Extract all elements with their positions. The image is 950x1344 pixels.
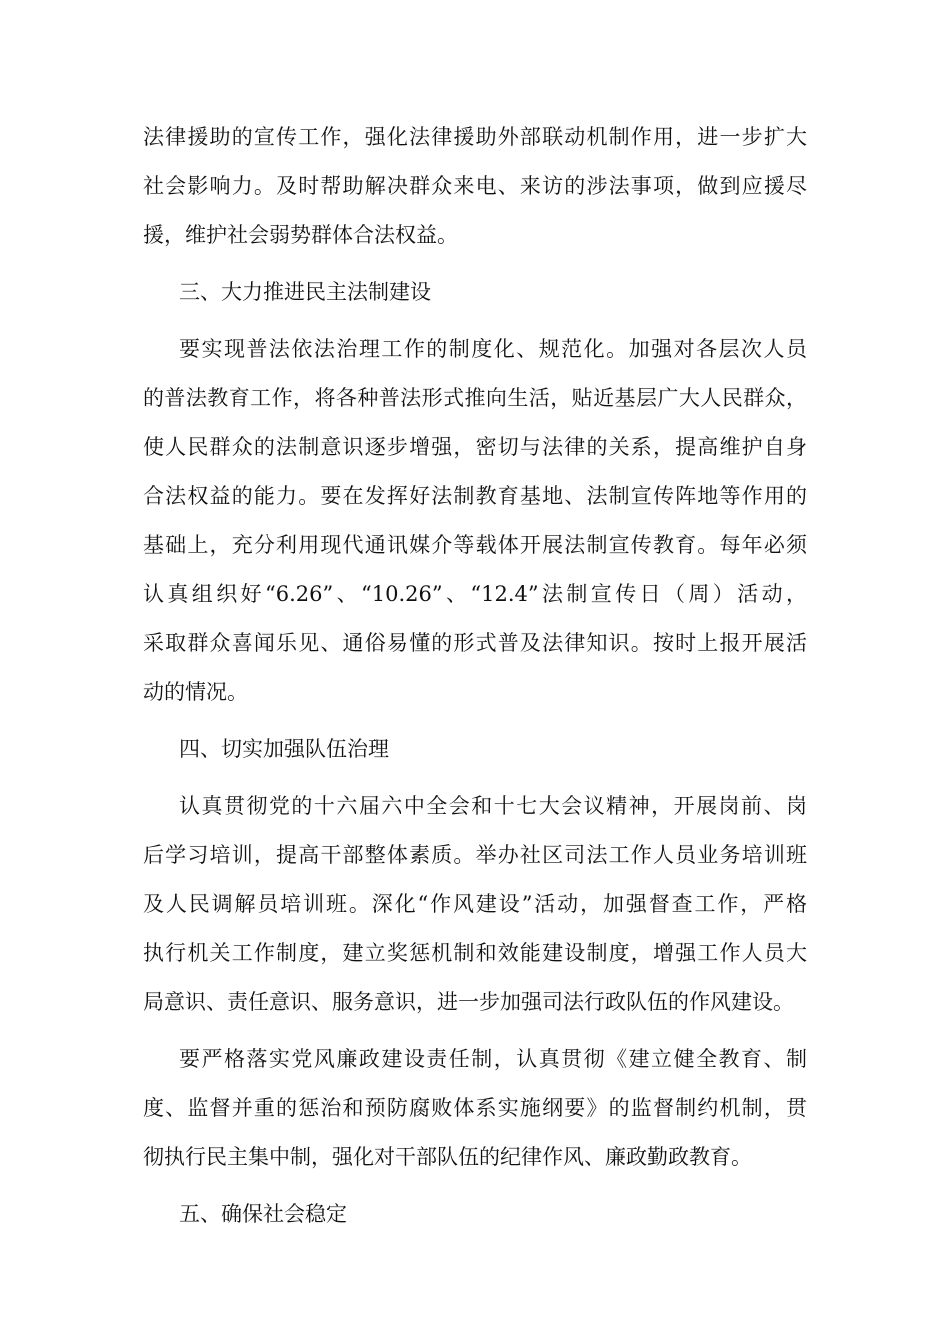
paragraph-line: 法律援助的宣传工作，强化法律援助外部联动机制作用，进一步扩大 — [143, 125, 807, 149]
paragraph-line: 局意识、责任意识、服务意识，进一步加强司法行政队伍的作风建设。 — [143, 990, 794, 1014]
paragraph-legal-education — [143, 325, 807, 717]
paragraph-line: 要实现普法依法治理工作的制度化、规范化。加强对各层次人员 — [179, 337, 807, 361]
section-heading-4: 四、切实加强队伍治理 — [179, 737, 389, 761]
paragraph-line: 使人民群众的法制意识逐步增强，密切与法律的关系，提高维护自身 — [143, 435, 807, 459]
paragraph-line: 基础上，充分利用现代通讯媒介等载体开展法制宣传教育。每年必须 — [143, 533, 807, 557]
paragraph-line: 社会影响力。及时帮助解决群众来电、来访的涉法事项，做到应援尽 — [143, 174, 807, 198]
section-heading-3: 三、大力推进民主法制建设 — [179, 280, 431, 304]
paragraph-anti-corruption — [143, 1035, 807, 1182]
paragraph-line: 认真贯彻党的十六届六中全会和十七大会议精神，开展岗前、岗 — [179, 794, 807, 818]
paragraph-line: 认真组织好“6.26”、“10.26”、“12.4”法制宣传日（周）活动， — [143, 582, 807, 606]
paragraph-team-training — [143, 782, 807, 1027]
paragraph-line: 援，维护社会弱势群体合法权益。 — [143, 223, 458, 247]
paragraph-legal-aid — [143, 113, 807, 260]
paragraph-line: 动的情况。 — [143, 680, 248, 704]
paragraph-line: 彻执行民主集中制，强化对干部队伍的纪律作风、廉政勤政教育。 — [143, 1145, 752, 1169]
paragraph-line: 要严格落实党风廉政建设责任制，认真贯彻《建立健全教育、制 — [179, 1047, 807, 1071]
paragraph-line: 及人民调解员培训班。深化“作风建设”活动，加强督查工作，严格 — [143, 892, 807, 916]
document-body — [143, 113, 807, 1239]
paragraph-line: 采取群众喜闻乐见、通俗易懂的形式普及法律知识。按时上报开展活 — [143, 631, 807, 655]
paragraph-line: 的普法教育工作，将各种普法形式推向生活，贴近基层广大人民群众， — [143, 386, 807, 410]
paragraph-line: 合法权益的能力。要在发挥好法制教育基地、法制宣传阵地等作用的 — [143, 484, 807, 508]
paragraph-line: 执行机关工作制度，建立奖惩机制和效能建设制度，增强工作人员大 — [143, 941, 807, 965]
paragraph-line: 后学习培训，提高干部整体素质。举办社区司法工作人员业务培训班 — [143, 843, 807, 867]
paragraph-line: 度、监督并重的惩治和预防腐败体系实施纲要》的监督制约机制，贯 — [143, 1096, 807, 1120]
section-heading-5: 五、确保社会稳定 — [179, 1202, 347, 1226]
